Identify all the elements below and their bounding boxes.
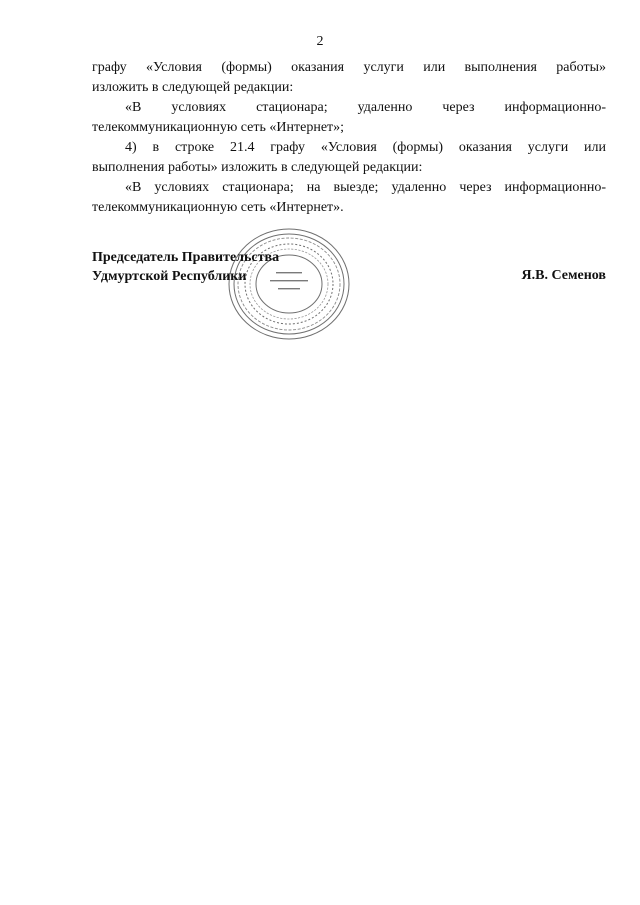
- paragraph-1: [92, 58, 606, 98]
- body-text: [92, 58, 606, 218]
- paragraph-3: [92, 138, 606, 178]
- paragraph-2: [92, 98, 606, 138]
- signature-title: [92, 248, 279, 286]
- paragraph-line: телекоммуникационную сеть «Интернет»;: [92, 120, 345, 135]
- paragraph-line: изложить в следующей редакции:: [92, 80, 294, 95]
- signature-name: Я.В. Семенов: [521, 268, 606, 283]
- paragraph-line: телекоммуникационную сеть «Интернет».: [92, 200, 344, 215]
- page-number: 2: [316, 34, 324, 49]
- paragraph-4: [92, 178, 606, 218]
- paragraph-line: выполнения работы» изложить в следующей редакции:: [92, 160, 423, 175]
- paragraph-line: «В условиях стационара; удаленно через информационно-: [125, 100, 606, 115]
- paragraph-line: 4) в строке 21.4 графу «Условия (формы) оказания услуги или: [125, 140, 606, 155]
- paragraph-line: графу «Условия (формы) оказания услуги или выполнения работы»: [92, 60, 606, 75]
- paragraph-line: «В условиях стационара; на выезде; удаленно через информационно-: [125, 180, 606, 195]
- signature-title-line: Председатель Правительства: [92, 250, 280, 265]
- signature-title-line: Удмуртской Республики: [92, 269, 247, 284]
